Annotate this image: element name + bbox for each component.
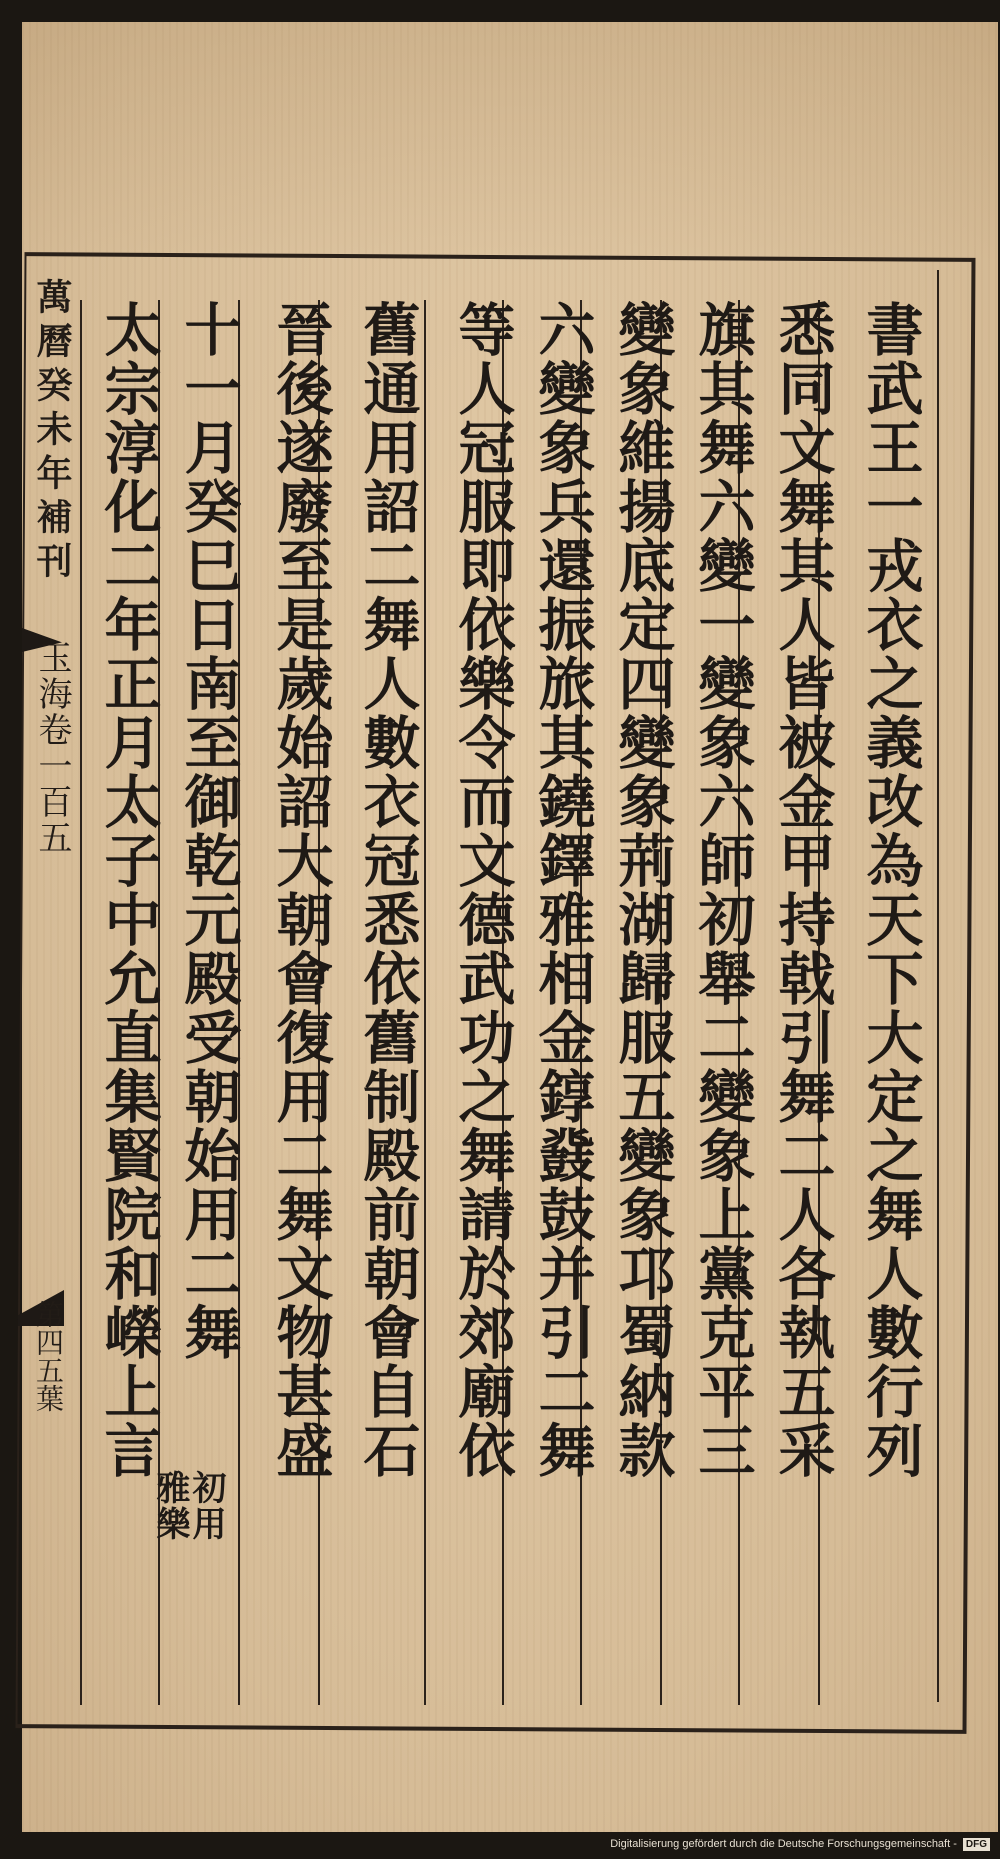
text-column-9: 十一月癸巳日南至御乾元殿受朝始用二舞	[175, 300, 242, 1362]
paper-stain	[22, 22, 998, 262]
digitization-credit	[610, 1835, 990, 1853]
text-column-10: 太宗淳化二年正月太子中允直集賢院和嶸上言	[95, 300, 162, 1480]
text-column-7: 舊通用詔二舞人數衣冠悉依舊制殿前朝會自石	[354, 300, 421, 1480]
dfg-logo: DFG	[963, 1838, 990, 1851]
sheet-number: 第四五葉	[32, 1300, 65, 1412]
text-column-5: 六變象兵還振旅其鐃鐸雅相金錞鼗鼓并引二舞	[529, 300, 596, 1480]
text-column-4: 變象維揚底定四變象荊湖歸服五變象邛蜀納款	[609, 300, 676, 1480]
credit-text: Digitalisierung gefördert durch die Deutsche Forschungsgemeinschaft -	[610, 1838, 957, 1850]
annotation-note: 初用雅樂	[150, 1470, 226, 1542]
reprint-label: 萬曆癸未年補刊	[31, 278, 73, 586]
text-column-6: 等人冠服即依樂令而文德武功之舞請於郊廟依	[449, 300, 516, 1480]
column-rule	[80, 300, 82, 1705]
text-column-8: 晉後遂廢至是歲始詔大朝會復用二舞文物甚盛	[267, 300, 334, 1480]
text-column-3: 旗其舞六變一變象六師初舉二變象上黨克平三	[689, 300, 756, 1480]
volume-title: 玉海卷一百五	[32, 640, 72, 856]
column-rule	[424, 300, 426, 1705]
text-column-1: 書武王一戎衣之義改為天下大定之舞人數行列	[857, 300, 924, 1480]
text-column-2: 悉同文舞其人皆被金甲持戟引舞二人各執五采	[769, 300, 836, 1480]
